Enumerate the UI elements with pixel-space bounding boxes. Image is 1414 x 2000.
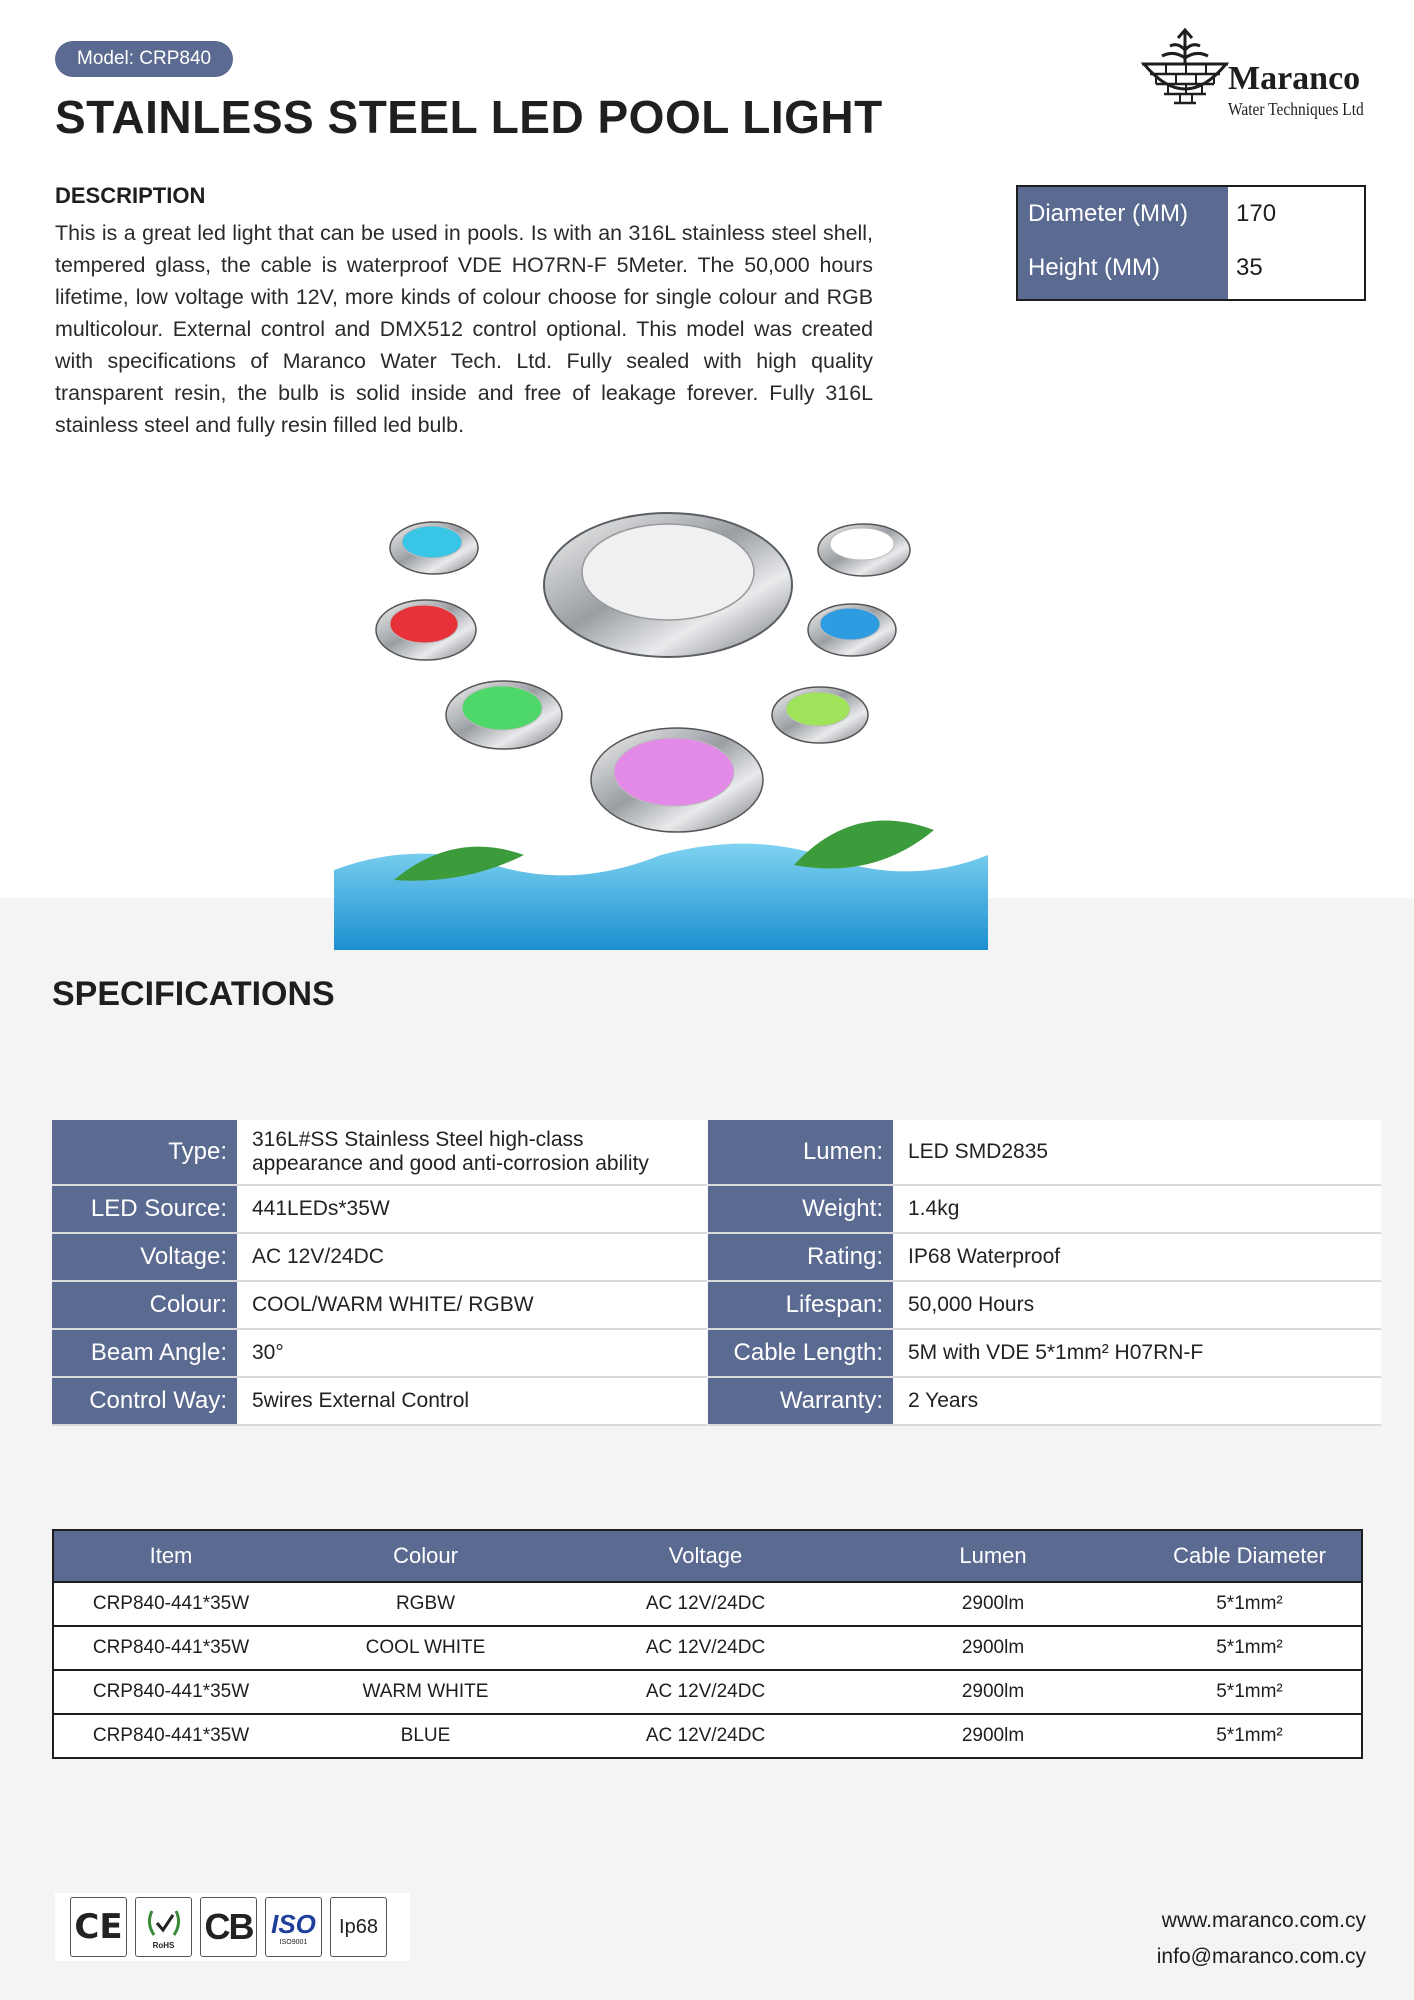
table-cell: 2900lm [848,1582,1138,1626]
iso-icon [265,1897,322,1957]
spec-row-type [52,1120,707,1186]
table-cell: 2900lm [848,1714,1138,1758]
spec-value [237,1120,707,1184]
spec-value: 30° [237,1330,707,1376]
table-row [53,1670,1362,1714]
rohs-laurel-check-icon [144,1905,184,1941]
diameter-label: Diameter (MM) [1028,200,1188,227]
table-cell: AC 12V/24DC [563,1714,848,1758]
table-cell: AC 12V/24DC [563,1670,848,1714]
light-green [446,681,562,749]
specifications-heading: SPECIFICATIONS [52,975,335,1013]
spec-row-voltage [52,1234,707,1282]
spec-value: AC 12V/24DC [237,1234,707,1280]
email-link[interactable]: info@maranco.com.cy [1156,1945,1366,1968]
rohs-icon [135,1897,192,1957]
dimension-labels [1018,187,1228,299]
table-cell: CRP840-441*35W [53,1714,288,1758]
table-cell: RGBW [288,1582,563,1626]
light-large-steel [544,513,792,657]
product-variants-table [52,1529,1363,1759]
spec-value: IP68 Waterproof [893,1234,1381,1280]
spec-row-colour [52,1282,707,1330]
description-text: This is a great led light that can be used in pools. Is with an 316L stainless steel shell, tempered glass, the cable is waterproof VDE HO7RN-F 5Meter. The 50,000 hours lifetime, low voltage with 12V, more kinds of colour choose for single colour and RGB multicolour. External control and DMX512 control optional. This model was created with specifications of Maranco Water Tech. Ltd. Fully sealed with high quality transparent resin, the bulb is solid inside and free of leakage forever. Fully 316L stainless steel and fully resin filled led bulb. [55,221,873,437]
column-header: Voltage [563,1530,848,1582]
spec-value: 441LEDs*35W [237,1186,707,1232]
spec-row-rating [708,1234,1381,1282]
table-cell: WARM WHITE [288,1670,563,1714]
iso-sub-label: ISO9001 [279,1938,308,1946]
spec-value: 2 Years [893,1378,1381,1424]
table-cell: 2900lm [848,1626,1138,1670]
spec-row-control-way [52,1378,707,1426]
light-red [376,600,476,660]
spec-label: Lifespan: [708,1282,893,1328]
pool-light-product-photo [334,460,988,950]
table-cell: COOL WHITE [288,1626,563,1670]
column-header: Cable Diameter [1138,1530,1362,1582]
spec-value: 50,000 Hours [893,1282,1381,1328]
description-heading: DESCRIPTION [55,183,206,208]
light-white [818,524,910,576]
spec-value: 1.4kg [893,1186,1381,1232]
spec-row-beam-angle [52,1330,707,1378]
table-cell: CRP840-441*35W [53,1582,288,1626]
logo-name: Maranco [1228,60,1361,97]
rohs-label: RoHS [152,1940,175,1950]
height-value: 35 [1236,254,1263,281]
column-header: Item [53,1530,288,1582]
spec-label: Type: [52,1120,237,1184]
column-header: Lumen [848,1530,1138,1582]
spec-label: Colour: [52,1282,237,1328]
table-cell: 5*1mm² [1138,1582,1362,1626]
cb-mark-icon: CB [200,1897,257,1957]
table-header-row [53,1530,1362,1582]
diameter-value: 170 [1236,200,1277,227]
table-cell: 5*1mm² [1138,1714,1362,1758]
light-cyan [390,522,478,574]
spec-value: COOL/WARM WHITE/ RGBW [237,1282,707,1328]
column-header: Colour [288,1530,563,1582]
spec-label: Beam Angle: [52,1330,237,1376]
spec-row-weight [708,1186,1381,1234]
table-cell: CRP840-441*35W [53,1626,288,1670]
spec-value-line: 316L#SS Stainless Steel high-class [252,1128,584,1151]
table-cell: 2900lm [848,1670,1138,1714]
spec-label: Control Way: [52,1378,237,1424]
spec-table-right [708,1120,1381,1426]
light-lime [772,687,868,743]
table-row [53,1582,1362,1626]
table-cell: BLUE [288,1714,563,1758]
spec-value-line: appearance and good anti-corrosion ability [252,1152,649,1175]
spec-value: 5wires External Control [237,1378,707,1424]
ip68-icon: Ip68 [330,1897,387,1957]
spec-label: Voltage: [52,1234,237,1280]
dimensions-box [1016,185,1366,301]
logo-subtitle: Water Techniques Ltd [1228,99,1364,119]
table-cell: AC 12V/24DC [563,1626,848,1670]
dimension-values [1228,187,1364,299]
table-row [53,1714,1362,1758]
fountain-brick-icon [1140,24,1230,114]
spec-label: Lumen: [708,1120,893,1184]
spec-value: 5M with VDE 5*1mm² H07RN-F [893,1330,1381,1376]
spec-row-lumen [708,1120,1381,1186]
spec-row-cable-length [708,1330,1381,1378]
company-logo [1140,22,1380,122]
spec-label: Weight: [708,1186,893,1232]
light-pink [591,728,763,832]
light-blue [808,604,896,656]
spec-label: LED Source: [52,1186,237,1232]
spec-label: Warranty: [708,1378,893,1424]
spec-row-lifespan [708,1282,1381,1330]
table-cell: 5*1mm² [1138,1626,1362,1670]
spec-row-warranty [708,1378,1381,1426]
table-cell: AC 12V/24DC [563,1582,848,1626]
website-link[interactable]: www.maranco.com.cy [1161,1909,1366,1932]
table-cell: CRP840-441*35W [53,1670,288,1714]
iso-label: ISO [271,1908,316,1939]
model-badge: Model: CRP840 [55,41,233,77]
spec-table-left [52,1120,707,1426]
page-title: STAINLESS STEEL LED POOL LIGHT [55,91,883,143]
ce-mark-icon: CE [70,1897,127,1957]
spec-row-led-source [52,1186,707,1234]
certification-logos [55,1893,410,1961]
spec-value: LED SMD2835 [893,1120,1381,1184]
table-row [53,1626,1362,1670]
spec-label: Rating: [708,1234,893,1280]
spec-label: Cable Length: [708,1330,893,1376]
table-cell: 5*1mm² [1138,1670,1362,1714]
height-label: Height (MM) [1028,254,1161,281]
